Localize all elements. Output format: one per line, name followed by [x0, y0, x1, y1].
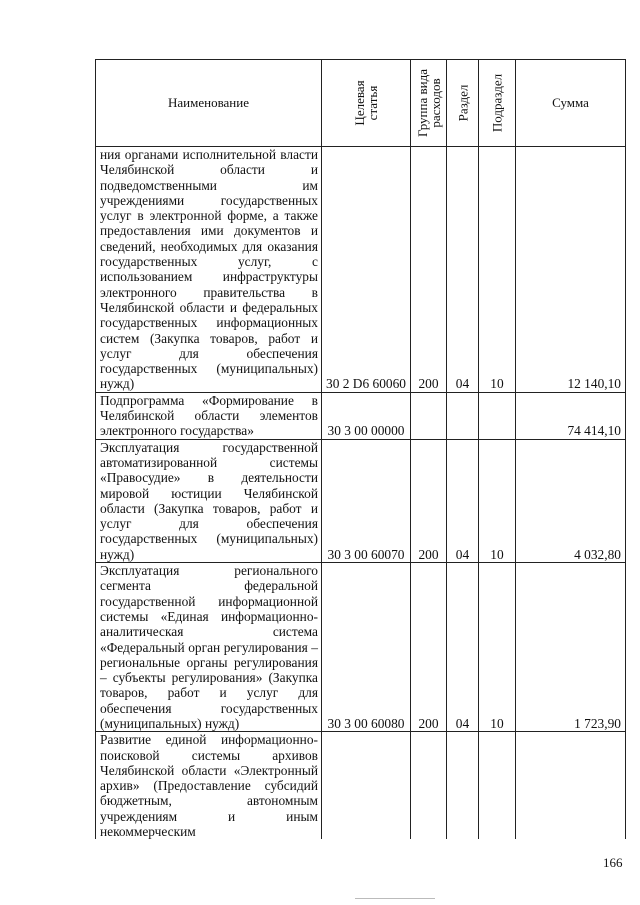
budget-table: [95, 59, 626, 839]
row-subsection: 10: [479, 147, 516, 393]
row-section: 04: [447, 563, 479, 732]
row-sum: 1 723,90: [516, 563, 626, 732]
header-expense-group: [411, 60, 447, 147]
header-name: Наименование: [96, 60, 322, 147]
table-header-row: [96, 60, 626, 147]
header-sum: Сумма: [516, 60, 626, 147]
page-number: 166: [603, 855, 623, 870]
row-target-code: [322, 732, 411, 840]
row-expense-group: 200: [411, 147, 447, 393]
row-expense-group: [411, 732, 447, 840]
row-name: ния органами исполнительной власти Челябинской области и подведомственными им учреждениями государственных услуг в электронной форме, а также предоставления ими документов и сведений, необходимых для оказания государственных услуг, с использованием инфраструктуры электронного правительства в Челябинской области и федеральных государственных информационных систем (Закупка товаров, работ и услуг для обеспечения государственных (муниципальных) нужд): [96, 147, 322, 393]
row-target-code: 30 3 00 60080: [322, 563, 411, 732]
row-sum: [516, 732, 626, 840]
row-subsection: 10: [479, 563, 516, 732]
header-target-line2: статья: [365, 85, 380, 121]
scan-artifact-line: [355, 898, 435, 899]
table-row: [96, 147, 626, 393]
row-sum: 12 140,10: [516, 147, 626, 393]
table-row: [96, 392, 626, 439]
header-target-line1: Целевая: [352, 80, 367, 126]
header-target-article: [322, 60, 411, 147]
row-name: Развитие единой информационно-поисковой системы архивов Челябинской области «Электронный архив» (Предоставление субсидий бюджетным, автономным учреждениям и иным некоммерческим: [96, 732, 322, 840]
row-expense-group: 200: [411, 439, 447, 562]
header-section-text: Раздел: [455, 84, 470, 122]
header-group-line2: расходов: [427, 78, 443, 128]
table-row: [96, 439, 626, 562]
row-expense-group: [411, 392, 447, 439]
row-name: Эксплуатация государственной автоматизированной системы «Правосудие» в деятельности мировой юстиции Челябинской области (Закупка товаров, работ и услуг для обеспечения государственных (муниципальных) нужд): [96, 439, 322, 562]
table-row: [96, 563, 626, 732]
header-section: [447, 60, 479, 147]
row-section: 04: [447, 439, 479, 562]
row-subsection: 10: [479, 439, 516, 562]
row-subsection: [479, 732, 516, 840]
header-subsection: [479, 60, 516, 147]
header-subsection-text: Подраздел: [489, 73, 505, 133]
table-row: [96, 732, 626, 840]
row-section: [447, 392, 479, 439]
row-target-code: 30 2 D6 60060: [322, 147, 411, 393]
row-sum: 74 414,10: [516, 392, 626, 439]
row-section: [447, 732, 479, 840]
row-name: Эксплуатация регионального сегмента федеральной государственной информационной системы «Единая информационно-аналитическая система «Федеральный орган регулирования – региональные органы регулирования – субъекты регулирования» (Закупка товаров, работ и услуг для обеспечения государственных (муниципальных) нужд): [96, 563, 322, 732]
table-body: [96, 147, 626, 840]
header-group-line1: Группа вида: [414, 69, 430, 137]
row-sum: 4 032,80: [516, 439, 626, 562]
row-target-code: 30 3 00 60070: [322, 439, 411, 562]
row-expense-group: 200: [411, 563, 447, 732]
row-name: Подпрограмма «Формирование в Челябинской области элементов электронного государства»: [96, 392, 322, 439]
row-subsection: [479, 392, 516, 439]
row-target-code: 30 3 00 00000: [322, 392, 411, 439]
row-section: 04: [447, 147, 479, 393]
